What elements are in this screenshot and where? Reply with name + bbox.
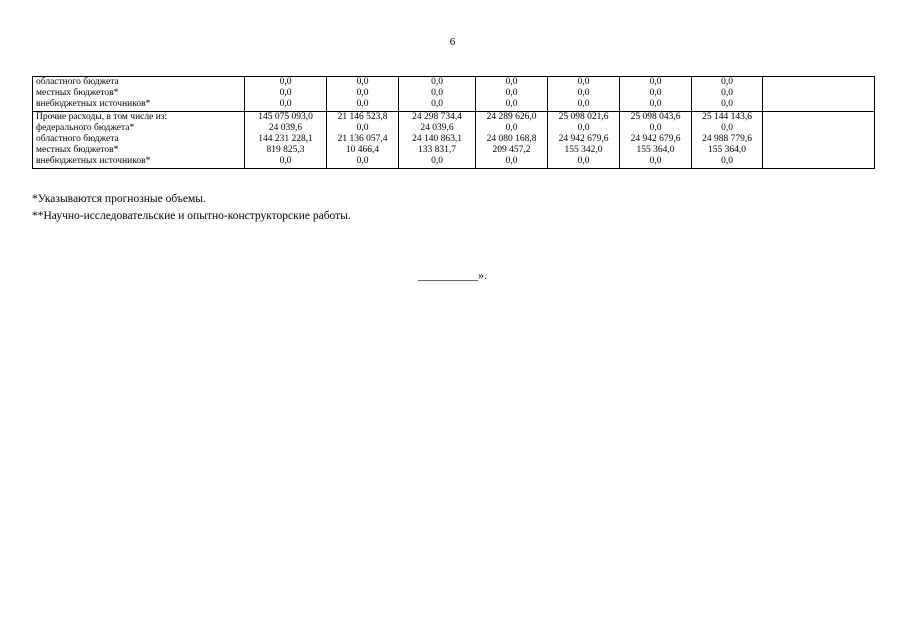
table-cell: 24 988 779,6: [692, 134, 763, 145]
row-label: областного бюджета: [33, 134, 245, 145]
table-cell: 0,0: [620, 99, 692, 111]
row-label: внебюджетных источников*: [33, 99, 245, 111]
table-cell: 133 831,7: [399, 145, 476, 156]
table-cell: 25 098 043,6: [620, 111, 692, 123]
table-cell: [763, 77, 875, 89]
table-cell: 0,0: [476, 156, 548, 168]
table-cell: 0,0: [692, 77, 763, 89]
table-cell: 0,0: [327, 99, 399, 111]
table-cell: 24 298 734,4: [399, 111, 476, 123]
table-cell: 24 080 168,8: [476, 134, 548, 145]
table-cell: 819 825,3: [245, 145, 327, 156]
table-cell: 0,0: [548, 77, 620, 89]
table-group: [33, 77, 875, 112]
table-row: [33, 145, 875, 156]
table-cell: 155 364,0: [620, 145, 692, 156]
table-cell: 0,0: [327, 77, 399, 89]
table-cell: 24 039,6: [245, 123, 327, 134]
table-cell: 155 342,0: [548, 145, 620, 156]
table-row: [33, 88, 875, 99]
table-cell: 0,0: [548, 156, 620, 168]
table-cell: 0,0: [692, 88, 763, 99]
closing-mark: __________».: [418, 268, 487, 282]
footnotes: [32, 191, 351, 225]
table-cell: [763, 123, 875, 134]
table-cell: 0,0: [692, 156, 763, 168]
table-cell: [763, 111, 875, 123]
table-cell: 0,0: [245, 99, 327, 111]
table-cell: 0,0: [399, 88, 476, 99]
table-cell: 24 289 626,0: [476, 111, 548, 123]
table-cell: 10 466,4: [327, 145, 399, 156]
table-cell: [763, 145, 875, 156]
footnote: **Научно-исследовательские и опытно-конструкторские работы.: [32, 210, 351, 222]
table-row: [33, 123, 875, 134]
table-row: [33, 156, 875, 168]
table-cell: 0,0: [476, 88, 548, 99]
table-cell: 0,0: [548, 88, 620, 99]
table-cell: 24 039,6: [399, 123, 476, 134]
row-label: Прочие расходы, в том числе из:: [33, 111, 245, 123]
table-cell: 25 144 143,6: [692, 111, 763, 123]
table-row: [33, 111, 875, 123]
table-cell: 0,0: [476, 77, 548, 89]
table-cell: [763, 99, 875, 111]
table-cell: 0,0: [620, 123, 692, 134]
table-cell: [763, 134, 875, 145]
table-cell: 0,0: [620, 77, 692, 89]
table-cell: 209 457,2: [476, 145, 548, 156]
table-cell: 0,0: [476, 99, 548, 111]
table-cell: 24 942 679,6: [620, 134, 692, 145]
row-label: внебюджетных источников*: [33, 156, 245, 168]
row-label: областного бюджета: [33, 77, 245, 89]
table-cell: 155 364,0: [692, 145, 763, 156]
table-cell: 25 098 021,6: [548, 111, 620, 123]
table-cell: 0,0: [620, 88, 692, 99]
row-label: федерального бюджета*: [33, 123, 245, 134]
table-cell: 144 231 228,1: [245, 134, 327, 145]
table-row: [33, 77, 875, 89]
table-cell: 0,0: [327, 156, 399, 168]
table-group: [33, 111, 875, 168]
table-cell: 0,0: [548, 123, 620, 134]
page-number: 6: [449, 36, 456, 48]
table-cell: 0,0: [548, 99, 620, 111]
footnote: *Указываются прогнозные объемы.: [32, 193, 206, 205]
table-cell: 0,0: [399, 77, 476, 89]
table-cell: 21 146 523,8: [327, 111, 399, 123]
table-cell: 0,0: [399, 156, 476, 168]
table-cell: 21 136 057,4: [327, 134, 399, 145]
table-cell: 0,0: [692, 123, 763, 134]
table-cell: 24 942 679,6: [548, 134, 620, 145]
table-cell: 0,0: [327, 123, 399, 134]
table-cell: 0,0: [476, 123, 548, 134]
table-cell: 0,0: [692, 99, 763, 111]
table-cell: 0,0: [245, 77, 327, 89]
table-cell: 0,0: [245, 156, 327, 168]
table-cell: 24 140 863,1: [399, 134, 476, 145]
table-cell: 0,0: [245, 88, 327, 99]
budget-table: [32, 76, 875, 169]
row-label: местных бюджетов*: [33, 145, 245, 156]
table-cell: [763, 156, 875, 168]
table-cell: 145 075 093,0: [245, 111, 327, 123]
table-cell: 0,0: [327, 88, 399, 99]
table-cell: 0,0: [620, 156, 692, 168]
table-row: [33, 99, 875, 111]
row-label: местных бюджетов*: [33, 88, 245, 99]
table-row: [33, 134, 875, 145]
table-cell: [763, 88, 875, 99]
table-cell: 0,0: [399, 99, 476, 111]
